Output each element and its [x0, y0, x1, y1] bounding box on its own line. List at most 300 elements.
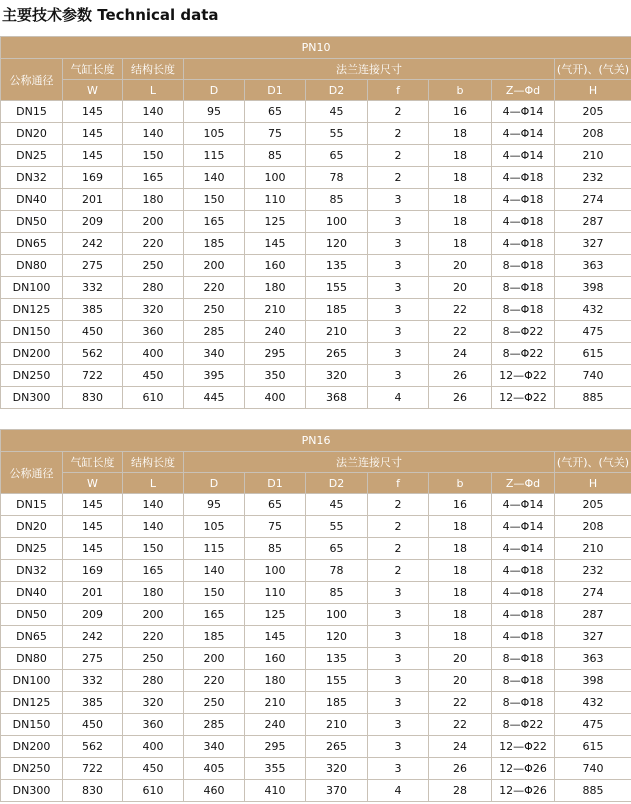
table-cell: 28 [429, 780, 492, 802]
table-cell: DN50 [1, 211, 63, 233]
table-cell: 55 [306, 123, 368, 145]
table-cell: 20 [429, 648, 492, 670]
table-cell: 3 [368, 211, 429, 233]
table-cell: DN150 [1, 321, 63, 343]
table-cell: DN125 [1, 299, 63, 321]
table-cell: 232 [555, 167, 631, 189]
table-cell: 155 [306, 277, 368, 299]
table-cell: 22 [429, 321, 492, 343]
table-cell: 265 [306, 343, 368, 365]
table-cell: 8—Φ18 [492, 255, 555, 277]
table-cell: 185 [184, 233, 245, 255]
table-cell: 140 [184, 560, 245, 582]
pn10-table-block [0, 36, 631, 409]
cylinder-length-header: 气缸长度 [63, 59, 123, 80]
table-cell: 450 [123, 365, 184, 387]
table-cell: 200 [184, 648, 245, 670]
table-cell: 615 [555, 343, 631, 365]
table-cell: 4—Φ18 [492, 582, 555, 604]
table-cell: 3 [368, 736, 429, 758]
table-cell: 150 [123, 145, 184, 167]
table-cell: 145 [63, 538, 123, 560]
table-cell: DN65 [1, 626, 63, 648]
table-cell: 65 [245, 494, 306, 516]
table-cell: 4—Φ14 [492, 123, 555, 145]
col-header-d1: D1 [245, 80, 306, 101]
col-header-d: D [184, 80, 245, 101]
table-cell: 8—Φ18 [492, 692, 555, 714]
table-cell: 26 [429, 365, 492, 387]
table-cell: 8—Φ18 [492, 277, 555, 299]
table-cell: DN100 [1, 277, 63, 299]
table-cell: 360 [123, 321, 184, 343]
pressure-rating-header: PN16 [1, 430, 631, 452]
table-cell: 398 [555, 277, 631, 299]
table-cell: 405 [184, 758, 245, 780]
table-cell: 20 [429, 277, 492, 299]
table-row [1, 255, 631, 277]
table-cell: 16 [429, 494, 492, 516]
table-cell: 250 [123, 648, 184, 670]
table-cell: 562 [63, 736, 123, 758]
table-cell: 4—Φ14 [492, 538, 555, 560]
col-header-b: b [429, 80, 492, 101]
table-cell: 3 [368, 277, 429, 299]
table-cell: 26 [429, 758, 492, 780]
technical-data-table [0, 429, 631, 802]
table-cell: 165 [184, 604, 245, 626]
table-cell: DN25 [1, 145, 63, 167]
table-cell: 201 [63, 582, 123, 604]
col-header-f: f [368, 80, 429, 101]
table-cell: 210 [245, 692, 306, 714]
table-cell: DN50 [1, 604, 63, 626]
table-cell: 110 [245, 582, 306, 604]
table-cell: 115 [184, 145, 245, 167]
table-row [1, 299, 631, 321]
page-title: 主要技术参数 Technical data [2, 6, 219, 24]
table-cell: DN80 [1, 255, 63, 277]
col-header-h: H [555, 80, 631, 101]
table-cell: 135 [306, 648, 368, 670]
table-cell: 205 [555, 494, 631, 516]
table-cell: DN15 [1, 494, 63, 516]
table-cell: 18 [429, 560, 492, 582]
table-cell: 100 [306, 604, 368, 626]
table-cell: 3 [368, 582, 429, 604]
table-cell: 125 [245, 604, 306, 626]
table-cell: 4—Φ18 [492, 560, 555, 582]
table-cell: 12—Φ22 [492, 736, 555, 758]
table-cell: 3 [368, 343, 429, 365]
table-cell: 610 [123, 780, 184, 802]
table-row [1, 123, 631, 145]
table-cell: 320 [123, 299, 184, 321]
table-cell: 85 [306, 189, 368, 211]
table-cell: DN150 [1, 714, 63, 736]
table-row [1, 560, 631, 582]
table-cell: 385 [63, 692, 123, 714]
table-row [1, 277, 631, 299]
table-cell: 3 [368, 648, 429, 670]
table-cell: 885 [555, 387, 631, 409]
table-cell: 208 [555, 516, 631, 538]
col-header-l: L [123, 80, 184, 101]
table-cell: 78 [306, 560, 368, 582]
table-cell: 432 [555, 692, 631, 714]
table-row [1, 387, 631, 409]
table-cell: 475 [555, 714, 631, 736]
table-cell: 205 [555, 101, 631, 123]
table-row [1, 714, 631, 736]
table-cell: 3 [368, 758, 429, 780]
table-cell: 4—Φ14 [492, 145, 555, 167]
table-cell: 332 [63, 277, 123, 299]
table-cell: 285 [184, 714, 245, 736]
table-cell: 120 [306, 233, 368, 255]
table-cell: 2 [368, 516, 429, 538]
table-cell: 140 [184, 167, 245, 189]
col-header-d2: D2 [306, 80, 368, 101]
table-cell: 145 [63, 145, 123, 167]
col-header-w: W [63, 80, 123, 101]
table-cell: 169 [63, 167, 123, 189]
table-cell: 22 [429, 692, 492, 714]
table-cell: 65 [306, 145, 368, 167]
table-cell: 75 [245, 123, 306, 145]
structure-length-header: 结构长度 [123, 59, 184, 80]
col-header-f: f [368, 473, 429, 494]
table-cell: 145 [63, 494, 123, 516]
table-cell: 320 [306, 365, 368, 387]
table-cell: 295 [245, 343, 306, 365]
table-cell: 3 [368, 626, 429, 648]
table-cell: 85 [306, 582, 368, 604]
table-cell: 287 [555, 604, 631, 626]
table-cell: 320 [306, 758, 368, 780]
table-cell: 78 [306, 167, 368, 189]
table-cell: 722 [63, 758, 123, 780]
table-cell: 110 [245, 189, 306, 211]
nominal-diameter-header: 公称通径 [1, 59, 63, 101]
table-cell: 210 [555, 145, 631, 167]
flange-dimensions-header: 法兰连接尺寸 [184, 59, 555, 80]
table-cell: 445 [184, 387, 245, 409]
table-cell: 4—Φ18 [492, 233, 555, 255]
pn16-table-block [0, 429, 631, 802]
table-cell: 363 [555, 648, 631, 670]
table-row [1, 604, 631, 626]
table-cell: 18 [429, 189, 492, 211]
table-cell: 432 [555, 299, 631, 321]
table-cell: 155 [306, 670, 368, 692]
technical-data-table [0, 36, 631, 409]
table-cell: DN32 [1, 167, 63, 189]
table-cell: 105 [184, 123, 245, 145]
table-cell: 2 [368, 538, 429, 560]
table-cell: 18 [429, 626, 492, 648]
table-cell: 327 [555, 626, 631, 648]
table-cell: 275 [63, 255, 123, 277]
table-cell: 265 [306, 736, 368, 758]
col-header-b: b [429, 473, 492, 494]
table-cell: DN20 [1, 123, 63, 145]
table-cell: 220 [123, 233, 184, 255]
table-cell: 240 [245, 714, 306, 736]
table-cell: 45 [306, 101, 368, 123]
table-cell: 350 [245, 365, 306, 387]
cylinder-length-header: 气缸长度 [63, 452, 123, 473]
table-row [1, 101, 631, 123]
table-cell: 4—Φ14 [492, 494, 555, 516]
table-cell: 4 [368, 387, 429, 409]
table-cell: 340 [184, 343, 245, 365]
table-cell: 135 [306, 255, 368, 277]
table-cell: 18 [429, 233, 492, 255]
open-close-header: (气开)、(气关) [555, 59, 631, 80]
table-cell: 150 [184, 582, 245, 604]
table-row [1, 516, 631, 538]
table-cell: 210 [555, 538, 631, 560]
table-cell: 180 [123, 582, 184, 604]
table-cell: 2 [368, 494, 429, 516]
structure-length-header: 结构长度 [123, 452, 184, 473]
table-cell: 398 [555, 670, 631, 692]
table-cell: 105 [184, 516, 245, 538]
table-row [1, 626, 631, 648]
table-cell: DN15 [1, 101, 63, 123]
table-cell: 145 [63, 123, 123, 145]
table-cell: 12—Φ22 [492, 365, 555, 387]
table-cell: 200 [123, 211, 184, 233]
table-cell: 3 [368, 255, 429, 277]
table-cell: 450 [63, 714, 123, 736]
table-cell: 65 [306, 538, 368, 560]
table-cell: 340 [184, 736, 245, 758]
table-cell: 400 [123, 343, 184, 365]
table-cell: DN100 [1, 670, 63, 692]
table-cell: 18 [429, 211, 492, 233]
table-cell: 3 [368, 670, 429, 692]
table-cell: 185 [184, 626, 245, 648]
table-cell: 85 [245, 538, 306, 560]
table-cell: 180 [245, 670, 306, 692]
table-cell: 395 [184, 365, 245, 387]
table-cell: 208 [555, 123, 631, 145]
table-cell: DN200 [1, 736, 63, 758]
table-row [1, 321, 631, 343]
table-cell: 8—Φ18 [492, 648, 555, 670]
table-cell: 16 [429, 101, 492, 123]
table-row [1, 582, 631, 604]
table-cell: 232 [555, 560, 631, 582]
table-cell: 18 [429, 145, 492, 167]
table-cell: 55 [306, 516, 368, 538]
table-cell: 830 [63, 780, 123, 802]
table-cell: 200 [184, 255, 245, 277]
table-cell: DN40 [1, 189, 63, 211]
table-cell: 4 [368, 780, 429, 802]
flange-dimensions-header: 法兰连接尺寸 [184, 452, 555, 473]
table-cell: 18 [429, 538, 492, 560]
table-cell: 2 [368, 123, 429, 145]
table-cell: 100 [306, 211, 368, 233]
table-cell: 160 [245, 255, 306, 277]
table-cell: 3 [368, 189, 429, 211]
table-cell: 20 [429, 670, 492, 692]
table-cell: 125 [245, 211, 306, 233]
table-cell: 4—Φ18 [492, 604, 555, 626]
table-cell: 18 [429, 123, 492, 145]
table-cell: 185 [306, 299, 368, 321]
table-cell: 210 [306, 321, 368, 343]
table-cell: 242 [63, 233, 123, 255]
table-cell: 400 [245, 387, 306, 409]
table-cell: 140 [123, 101, 184, 123]
table-cell: 280 [123, 670, 184, 692]
table-row [1, 167, 631, 189]
table-cell: 475 [555, 321, 631, 343]
table-row [1, 145, 631, 167]
col-header-z-phi-d: Z—Φd [492, 473, 555, 494]
table-row [1, 233, 631, 255]
table-cell: 180 [123, 189, 184, 211]
table-cell: 210 [306, 714, 368, 736]
table-cell: 85 [245, 145, 306, 167]
table-cell: 610 [123, 387, 184, 409]
table-cell: 4—Φ18 [492, 626, 555, 648]
table-cell: 12—Φ26 [492, 758, 555, 780]
table-cell: 2 [368, 145, 429, 167]
table-cell: 201 [63, 189, 123, 211]
table-row [1, 648, 631, 670]
table-cell: 145 [63, 101, 123, 123]
table-cell: 140 [123, 494, 184, 516]
table-cell: 220 [184, 670, 245, 692]
table-cell: DN65 [1, 233, 63, 255]
table-cell: 65 [245, 101, 306, 123]
table-cell: 3 [368, 692, 429, 714]
table-cell: 145 [63, 516, 123, 538]
col-header-z-phi-d: Z—Φd [492, 80, 555, 101]
table-cell: 165 [123, 560, 184, 582]
table-cell: 3 [368, 299, 429, 321]
table-cell: 280 [123, 277, 184, 299]
table-cell: DN32 [1, 560, 63, 582]
table-cell: 140 [123, 123, 184, 145]
table-cell: 150 [123, 538, 184, 560]
table-cell: 368 [306, 387, 368, 409]
table-cell: 8—Φ22 [492, 714, 555, 736]
table-row [1, 189, 631, 211]
pressure-rating-header: PN10 [1, 37, 631, 59]
table-cell: 275 [63, 648, 123, 670]
table-cell: 100 [245, 560, 306, 582]
table-cell: 562 [63, 343, 123, 365]
table-cell: DN25 [1, 538, 63, 560]
table-cell: 26 [429, 387, 492, 409]
table-cell: 385 [63, 299, 123, 321]
table-cell: 250 [184, 692, 245, 714]
table-row [1, 670, 631, 692]
table-cell: 450 [123, 758, 184, 780]
table-cell: 2 [368, 101, 429, 123]
table-cell: 210 [245, 299, 306, 321]
table-cell: 4—Φ18 [492, 189, 555, 211]
table-cell: 285 [184, 321, 245, 343]
table-cell: 3 [368, 321, 429, 343]
table-cell: 240 [245, 321, 306, 343]
table-cell: 18 [429, 582, 492, 604]
open-close-header: (气开)、(气关) [555, 452, 631, 473]
table-row [1, 692, 631, 714]
table-cell: 8—Φ18 [492, 670, 555, 692]
table-cell: 460 [184, 780, 245, 802]
table-row [1, 538, 631, 560]
col-header-d: D [184, 473, 245, 494]
table-cell: DN40 [1, 582, 63, 604]
table-cell: 242 [63, 626, 123, 648]
table-cell: 220 [184, 277, 245, 299]
table-cell: 165 [184, 211, 245, 233]
table-cell: 185 [306, 692, 368, 714]
table-cell: 722 [63, 365, 123, 387]
table-cell: 3 [368, 365, 429, 387]
table-cell: 740 [555, 365, 631, 387]
table-cell: 8—Φ22 [492, 343, 555, 365]
table-cell: DN300 [1, 387, 63, 409]
table-cell: 320 [123, 692, 184, 714]
table-cell: 75 [245, 516, 306, 538]
col-header-w: W [63, 473, 123, 494]
table-cell: 885 [555, 780, 631, 802]
table-cell: 145 [245, 626, 306, 648]
table-row [1, 211, 631, 233]
table-row [1, 758, 631, 780]
table-cell: 115 [184, 538, 245, 560]
table-cell: 4—Φ14 [492, 516, 555, 538]
table-cell: 4—Φ14 [492, 101, 555, 123]
table-cell: DN300 [1, 780, 63, 802]
table-cell: 295 [245, 736, 306, 758]
table-cell: 615 [555, 736, 631, 758]
col-header-d2: D2 [306, 473, 368, 494]
table-cell: 332 [63, 670, 123, 692]
table-cell: 220 [123, 626, 184, 648]
table-cell: 355 [245, 758, 306, 780]
table-row [1, 365, 631, 387]
table-cell: 287 [555, 211, 631, 233]
table-cell: 22 [429, 299, 492, 321]
table-cell: 360 [123, 714, 184, 736]
table-cell: 24 [429, 343, 492, 365]
table-cell: 45 [306, 494, 368, 516]
table-cell: 370 [306, 780, 368, 802]
table-cell: 3 [368, 714, 429, 736]
table-cell: 120 [306, 626, 368, 648]
table-cell: 209 [63, 604, 123, 626]
table-cell: 740 [555, 758, 631, 780]
table-row [1, 736, 631, 758]
table-cell: 95 [184, 101, 245, 123]
table-cell: 2 [368, 560, 429, 582]
col-header-l: L [123, 473, 184, 494]
table-cell: 363 [555, 255, 631, 277]
table-cell: 18 [429, 167, 492, 189]
table-cell: 200 [123, 604, 184, 626]
table-cell: 100 [245, 167, 306, 189]
table-cell: 145 [245, 233, 306, 255]
